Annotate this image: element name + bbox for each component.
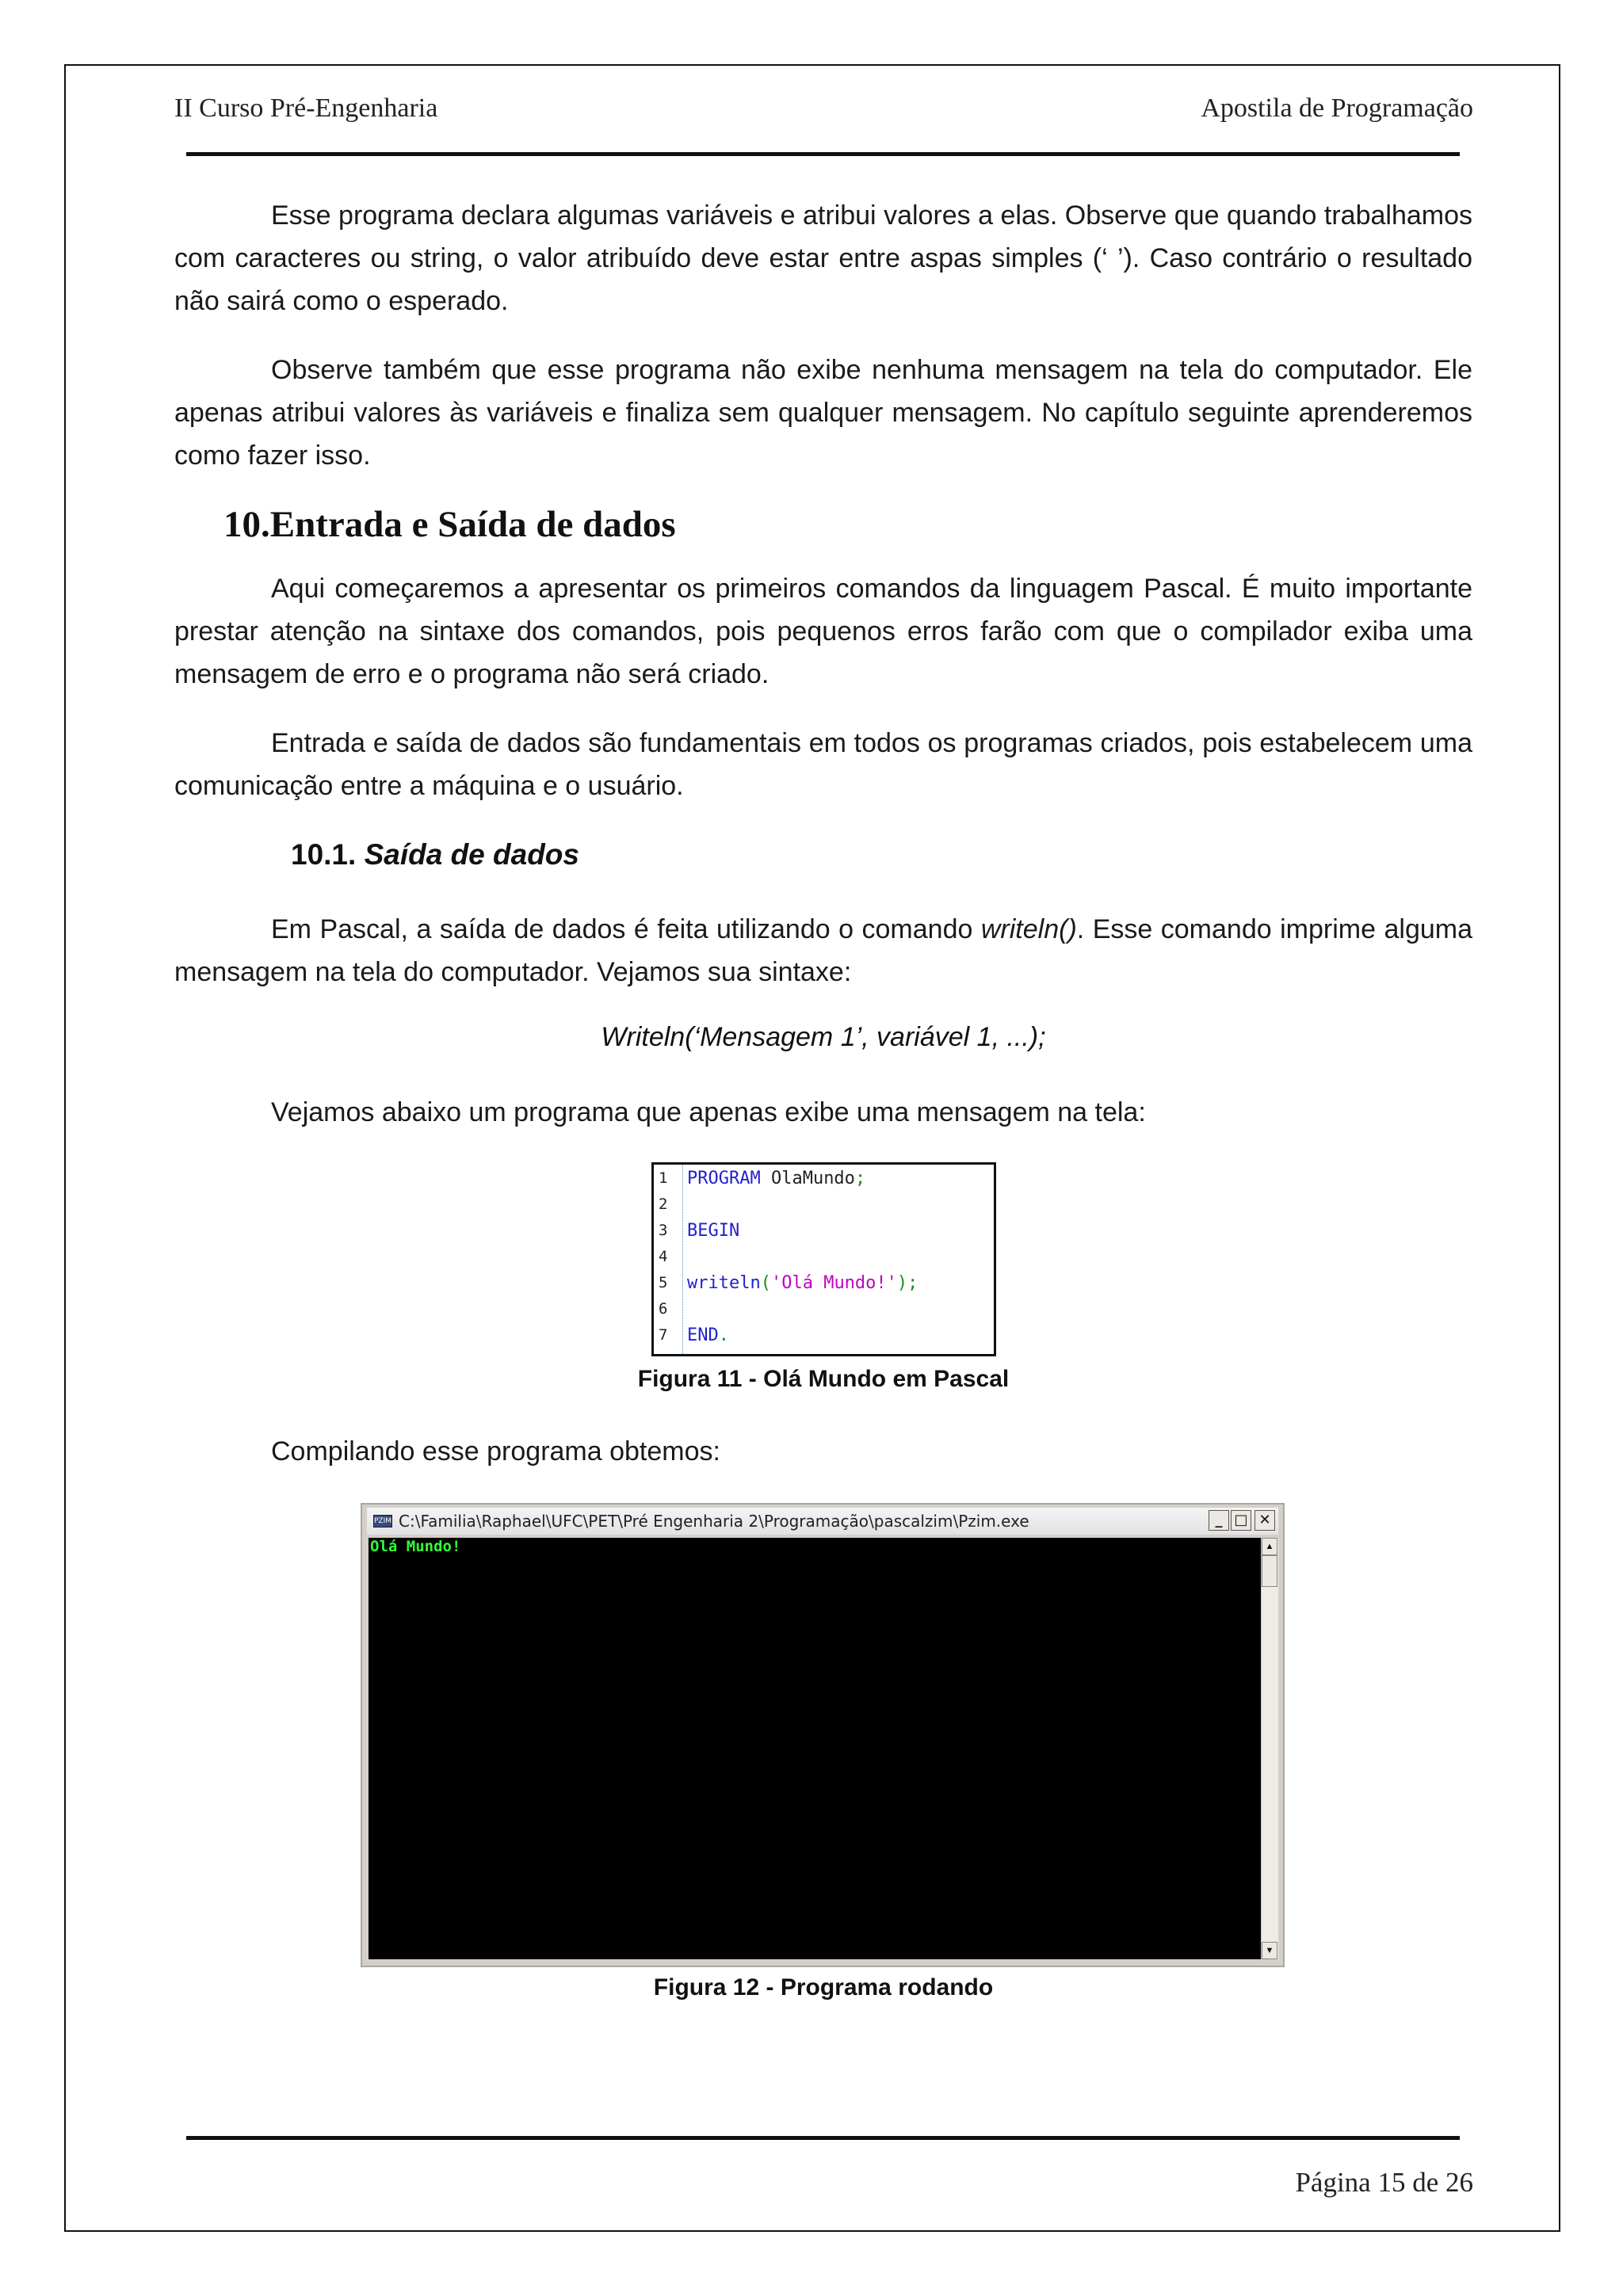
code-line-3 (654, 1218, 994, 1244)
punctuation: ( (760, 1273, 771, 1293)
console-window (361, 1503, 1285, 1967)
paragraph-example-intro-text: Vejamos abaixo um programa que apenas exibe uma mensagem na tela: (271, 1097, 1146, 1127)
code-line-1 (654, 1165, 994, 1192)
writeln-syntax: Writeln(‘Mensagem 1’, variável 1, ...); (601, 1022, 1046, 1052)
keyword-begin: BEGIN (687, 1221, 740, 1241)
line-number: 5 (659, 1274, 668, 1291)
console-window-title: C:\Familia\Raphael\UFC\PET\Pré Engenharia 2\Programação\pascalzim\Pzim.exe (399, 1512, 1029, 1531)
minimize-button[interactable]: _ (1209, 1510, 1229, 1531)
scroll-thumb[interactable] (1262, 1555, 1277, 1587)
keyword-end: END (687, 1325, 719, 1345)
console-output-area[interactable] (369, 1538, 1261, 1959)
paragraph-io-fundamentals (174, 722, 1472, 807)
line-number: 2 (659, 1196, 668, 1213)
console-output-text: Olá Mundo! (370, 1538, 461, 1555)
close-button[interactable]: ✕ (1254, 1510, 1275, 1531)
paragraph-io-fundamentals-text: Entrada e saída de dados são fundamentais em todos os programas criados, pois estabelecem uma comunicação entre a máquina e o usuário. (174, 728, 1472, 801)
footer-rule (186, 2136, 1460, 2140)
maximize-button[interactable]: □ (1231, 1510, 1251, 1531)
header-course-title: II Curso Pré-Engenharia (174, 93, 438, 123)
line-number: 4 (659, 1248, 668, 1265)
paragraph-writeln (174, 908, 1472, 994)
paragraph-variables-text: Esse programa declara algumas variáveis e atribui valores a elas. Observe que quando trabalhamos com caracteres ou string, o valor atribuído deve estar entre aspas simples (‘ ’). Caso contrário o resultado não sairá como o esperado. (174, 200, 1472, 316)
paragraph-compiling-text: Compilando esse programa obtemos: (271, 1436, 720, 1466)
paragraph-intro-commands-text: Aqui começaremos a apresentar os primeiros comandos da linguagem Pascal. É muito importante prestar atenção na sintaxe dos comandos, pois pequenos erros farão com que o compilador exiba uma mensagem de erro e o programa não será criado. (174, 574, 1472, 689)
line-number: 3 (659, 1222, 668, 1239)
header-rule (186, 152, 1460, 156)
keyword-program: PROGRAM (687, 1169, 761, 1188)
subsection-number: 10.1. (291, 838, 357, 871)
section-heading: 10.Entrada e Saída de dados (223, 504, 676, 545)
paragraph-writeln-text-b: . Esse comando imprime alguma mensagem na tela do computador. Vejamos sua sintaxe: (174, 914, 1472, 987)
punctuation: . (718, 1325, 729, 1345)
paragraph-example-intro (174, 1091, 1472, 1134)
app-icon: PZIM (373, 1515, 392, 1527)
code-line-5 (654, 1270, 994, 1296)
keyword-writeln: writeln (687, 1273, 761, 1293)
code-line-7 (654, 1322, 994, 1348)
program-identifier: OlaMundo (760, 1169, 855, 1188)
paragraph-no-message-text: Observe também que esse programa não exibe nenhuma mensagem na tela do computador. Ele apenas atribui valores às variáveis e finaliza sem qualquer mensagem. No capítulo seguinte aprenderemos como fazer isso. (174, 355, 1472, 471)
code-line-6 (654, 1296, 994, 1322)
code-listing (651, 1162, 996, 1356)
paragraph-compiling (174, 1430, 1472, 1473)
console-titlebar[interactable] (367, 1508, 1278, 1535)
figure-11-caption: Figura 11 - Olá Mundo em Pascal (637, 1366, 1010, 1392)
paragraph-no-message (174, 349, 1472, 477)
subsection-heading (291, 838, 579, 871)
paragraph-writeln-text-a: Em Pascal, a saída de dados é feita utilizando o comando (271, 914, 981, 944)
page-number: Página 15 de 26 (1295, 2167, 1473, 2198)
paragraph-variables (174, 194, 1472, 322)
line-number: 7 (659, 1326, 668, 1344)
punctuation: ; (854, 1169, 866, 1188)
string-literal: 'Olá Mundo!' (770, 1273, 897, 1293)
paragraph-intro-commands (174, 567, 1472, 696)
header-document-title: Apostila de Programação (1201, 93, 1473, 123)
subsection-title: Saída de dados (364, 838, 579, 871)
figure-12-caption: Figura 12 - Programa rodando (653, 1974, 994, 2000)
punctuation: ); (896, 1273, 918, 1293)
writeln-command: writeln() (980, 914, 1077, 944)
code-line-4 (654, 1244, 994, 1270)
console-scrollbar[interactable] (1261, 1538, 1278, 1959)
line-number: 1 (659, 1169, 668, 1187)
scroll-down-arrow-icon[interactable]: ▼ (1262, 1942, 1277, 1959)
line-number: 6 (659, 1300, 668, 1318)
scroll-up-arrow-icon[interactable]: ▲ (1262, 1538, 1277, 1555)
code-line-2 (654, 1192, 994, 1218)
